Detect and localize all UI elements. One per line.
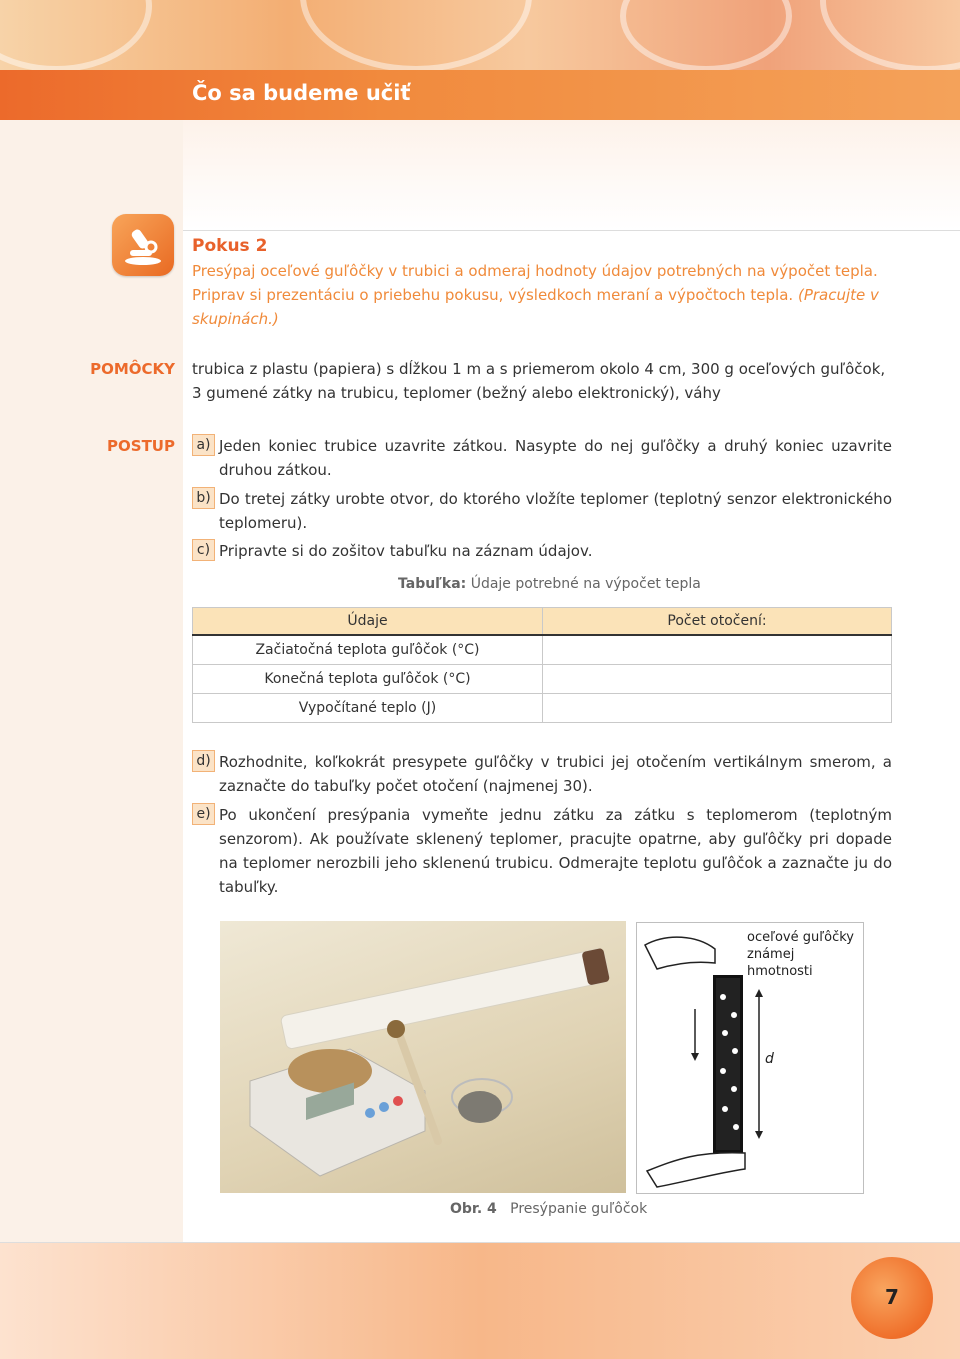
table-row — [193, 694, 892, 723]
table-row — [193, 635, 892, 665]
table-row — [193, 665, 892, 694]
table-header-row — [193, 608, 892, 636]
figure-caption-label: Obr. 4 — [450, 1201, 497, 1217]
step-text: Rozhodnite, koľkokrát presypete guľôčky v trubici jej otočením vertikálnym smerom, a zaznačte do tabuľky počet otočení (najmenej 30). — [219, 753, 892, 795]
step-label: a) — [192, 434, 215, 456]
diagram-label-1: oceľové guľôčky — [747, 930, 854, 945]
tools-label: POMÔCKY — [90, 360, 175, 378]
tools-text: trubica z plastu (papiera) s dĺžkou 1 m a s priemerom okolo 4 cm, 300 g oceľových guľôčok, 3 gumené zátky na trubicu, teplomer (bežný alebo elektronický), váhy — [192, 360, 886, 402]
table-cell-label: Vypočítané teplo (J) — [193, 694, 543, 723]
table-cell-value — [543, 694, 892, 723]
distance-label: d — [765, 1051, 774, 1067]
table-header-count: Počet otočení: — [543, 608, 892, 636]
step-label: c) — [192, 539, 215, 561]
figure-caption — [450, 1201, 647, 1217]
experiment-note: (Pracujte v skupinách.) — [192, 286, 879, 328]
step-text: Pripravte si do zošitov tabuľku na záznam údajov. — [219, 542, 593, 560]
experiment-title: Pokus 2 — [192, 236, 268, 256]
step-label: d) — [192, 750, 215, 772]
step-text: Po ukončení presýpania vymeňte jednu zátku za zátku s teplomerom (teplotným senzorom). Ak používate sklenený teplomer, pracujte opatrne, aby guľôčky pri dopade na teplomer nerozbili jeho sklenenú trubicu. Odmerajte teplotu guľôčok a zaznačte ju do tabuľky. — [219, 806, 892, 896]
flip-diagram — [636, 922, 864, 1194]
step-c — [192, 539, 892, 563]
table-cell-label: Začiatočná teplota guľôčok (°C) — [193, 635, 543, 665]
table-cell-label: Konečná teplota guľôčok (°C) — [193, 665, 543, 694]
diagram-label-2: známej hmotnosti — [747, 947, 813, 979]
figure-caption-text: Presýpanie guľôčok — [510, 1201, 648, 1217]
table-cell-value — [543, 635, 892, 665]
table-cell-value — [543, 665, 892, 694]
page-number: 7 — [885, 1285, 899, 1309]
microscope-icon — [112, 214, 174, 276]
step-a — [192, 434, 892, 482]
equipment-photo — [220, 921, 626, 1193]
procedure-label: POSTUP — [107, 437, 175, 455]
step-e — [192, 803, 892, 899]
top-band — [183, 120, 960, 230]
step-text: Jeden koniec trubice uzavrite zátkou. Nasypte do nej guľôčky a druhý koniec uzavrite druhou zátkou. — [219, 437, 892, 479]
page-title: Čo sa budeme učiť — [192, 81, 411, 105]
step-b — [192, 487, 892, 535]
step-text: Do tretej zátky urobte otvor, do ktorého vložíte teplomer (teplotný senzor elektronického teplomeru). — [219, 490, 892, 532]
title-bar — [0, 70, 960, 120]
table-caption-label: Tabuľka: — [398, 576, 467, 592]
bottom-decoration — [0, 1242, 960, 1359]
experiment-text: Presýpaj oceľové guľôčky v trubici a odmeraj hodnoty údajov potrebných na výpočet tepla. Priprav si prezentáciu o priebehu pokusu, výsledkoch meraní a výpočtoch tepla. — [192, 262, 878, 304]
table-caption-text: Údaje potrebné na výpočet tepla — [470, 576, 701, 592]
step-d — [192, 750, 892, 798]
table-caption — [398, 576, 701, 592]
experiment-description — [192, 259, 892, 331]
step-label: b) — [192, 487, 215, 509]
side-panel — [0, 120, 183, 1242]
top-decoration — [0, 0, 960, 70]
data-table — [192, 607, 892, 723]
diagram-label — [747, 929, 863, 980]
table-header-data: Údaje — [193, 608, 543, 636]
step-label: e) — [192, 803, 215, 825]
